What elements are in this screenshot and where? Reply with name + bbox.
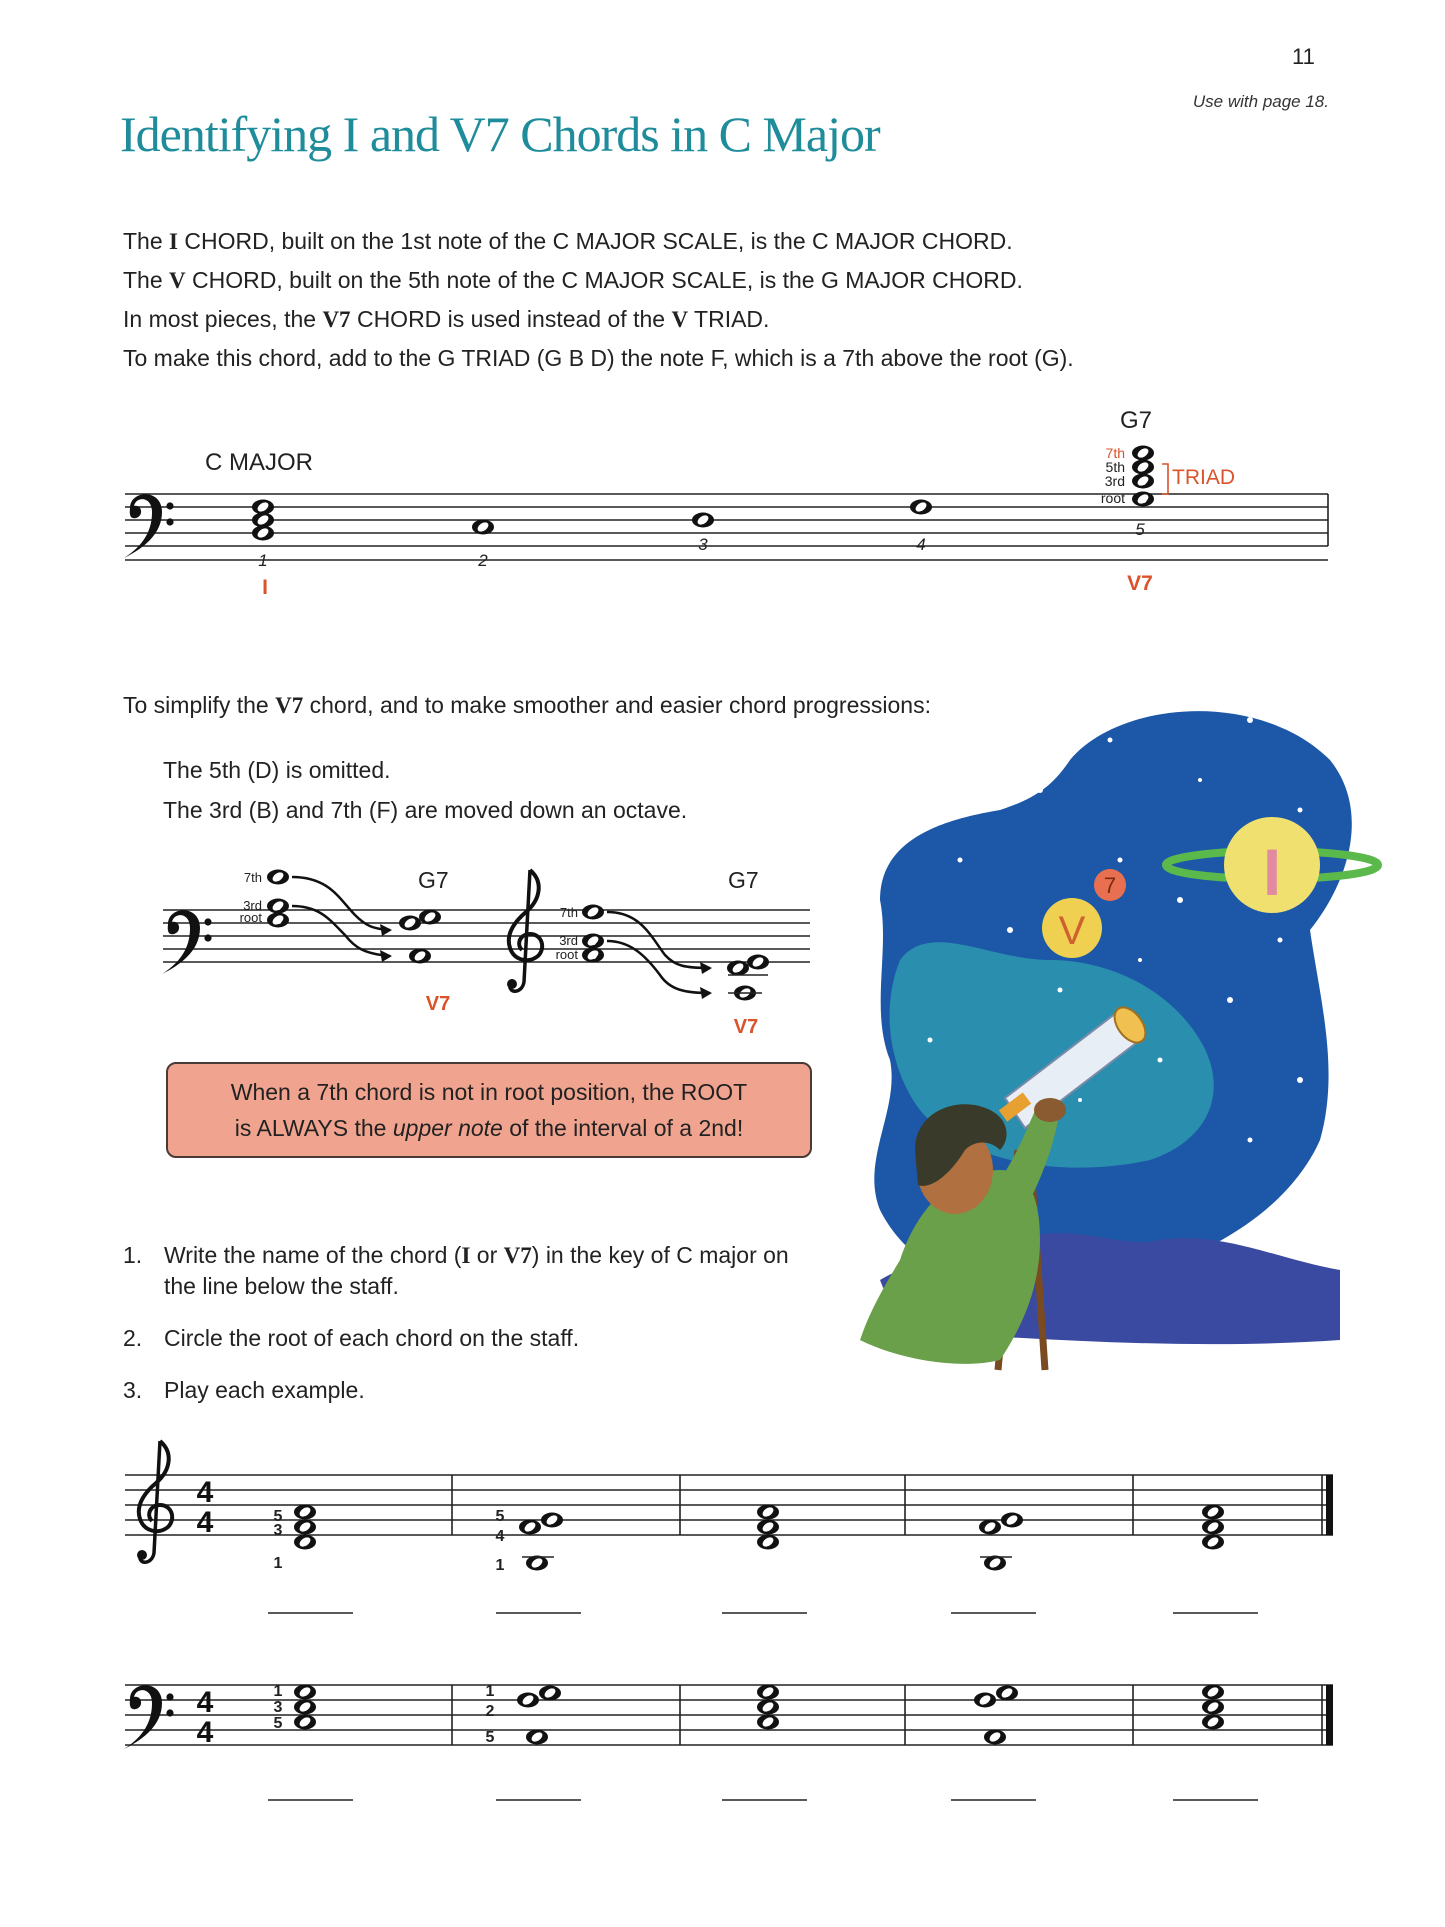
simplify-lead: To simplify the V7 chord, and to make smoother and easier chord progressions: — [123, 692, 931, 718]
bass-clef-icon — [162, 910, 212, 974]
note-head — [294, 1535, 316, 1550]
fingering: 3 — [273, 1522, 283, 1539]
note-head — [541, 1513, 563, 1528]
interval-label: 3rd — [1104, 473, 1125, 489]
note-head — [526, 1730, 548, 1745]
fingering: 5 — [495, 1508, 505, 1525]
fingering: 4 — [495, 1528, 505, 1545]
note-head — [757, 1715, 779, 1730]
interval-label: root — [555, 947, 578, 962]
note-head — [1001, 1513, 1023, 1528]
page-number: 11 — [1292, 44, 1315, 69]
treble-clef-icon — [137, 1441, 172, 1562]
note-head — [539, 1686, 561, 1701]
page-title: Identifying I and V7 Chords in C Major — [120, 106, 880, 162]
note-head — [1202, 1535, 1224, 1550]
g7-label: G7 — [1120, 407, 1153, 434]
astronomer-illustration — [860, 711, 1378, 1370]
callout-line-2: is ALWAYS the upper note of the interval of a 2nd! — [234, 1115, 744, 1141]
note-head — [757, 1505, 779, 1520]
degree-number: 2 — [478, 551, 488, 570]
fingering: 1 — [273, 1683, 283, 1700]
v7-label-right: V7 — [733, 1016, 759, 1038]
note-head — [979, 1520, 1001, 1535]
callout-line-1: When a 7th chord is not in root position, the ROOT — [230, 1079, 748, 1105]
planet-V-label: V — [1058, 909, 1086, 953]
intro-line-3: In most pieces, the V7 CHORD is used instead of the V TRIAD. — [123, 306, 770, 332]
degree-number: 1 — [258, 551, 268, 570]
intro-line-1: The I CHORD, built on the 1st note of the C MAJOR SCALE, is the C MAJOR CHORD. — [123, 228, 1013, 254]
time-signature-bottom: 4 — [196, 1506, 214, 1539]
fingering: 1 — [273, 1555, 283, 1572]
note-head — [757, 1520, 779, 1535]
note-head — [1202, 1520, 1224, 1535]
intro-line-2: The V CHORD, built on the 5th note of the C MAJOR SCALE, is the G MAJOR CHORD. — [123, 267, 1023, 293]
note-head — [419, 910, 441, 925]
triad-label: TRIAD — [1172, 466, 1235, 489]
interval-label: 7th — [559, 905, 578, 920]
g7-label-right: G7 — [728, 867, 759, 893]
chord-I-label: I — [262, 576, 268, 599]
note-head — [910, 500, 932, 515]
note-head — [692, 513, 714, 528]
note-head — [757, 1685, 779, 1700]
note-head — [747, 955, 769, 970]
interval-label: 3rd — [243, 898, 262, 913]
fingering: 1 — [495, 1557, 505, 1574]
interval-label: 5th — [1105, 459, 1125, 475]
bass-clef-icon — [124, 1685, 174, 1749]
v7-label-left: V7 — [425, 993, 451, 1015]
scale-staff — [124, 407, 1328, 599]
note-head — [399, 916, 421, 931]
time-signature-top: 4 — [196, 1476, 214, 1509]
bass-clef-icon — [124, 494, 174, 558]
treble-clef-icon — [507, 870, 542, 991]
interval-label: 3rd — [559, 933, 578, 948]
note-head — [472, 520, 494, 535]
note-head — [294, 1505, 316, 1520]
fingering: 5 — [485, 1729, 495, 1746]
note-head — [294, 1520, 316, 1535]
note-head — [252, 513, 274, 528]
planet-I-label: I — [1262, 835, 1282, 909]
note-head — [757, 1700, 779, 1715]
note-head — [519, 1520, 541, 1535]
note-letter: G — [589, 951, 597, 962]
fingering: 1 — [485, 1683, 495, 1700]
interval-label: root — [1100, 490, 1125, 506]
instruction-item: 1. Write the name of the chord (I or V7) in the key of C major on the line below the staff. — [123, 1242, 789, 1299]
fingering: 2 — [485, 1703, 495, 1720]
note-head — [727, 961, 749, 976]
instruction-item: 3. Play each example. — [123, 1377, 365, 1403]
planet-7-label: 7 — [1103, 873, 1117, 898]
degree-number: 5 — [1135, 520, 1145, 539]
fingering: 5 — [273, 1715, 283, 1732]
note-letter: B — [589, 937, 597, 948]
g7-label-left: G7 — [418, 867, 449, 893]
simplify-item: The 3rd (B) and 7th (F) are moved down an octave. — [163, 797, 688, 823]
triad-bracket — [1162, 464, 1168, 494]
note-letter: F — [274, 873, 282, 884]
note-head — [1202, 1715, 1224, 1730]
degree-number: 3 — [698, 535, 708, 554]
degree-number: 4 — [916, 535, 926, 554]
note-head — [1202, 1700, 1224, 1715]
note-head — [974, 1693, 996, 1708]
use-with-note: Use with page 18. — [1192, 92, 1329, 111]
simplify-staff — [162, 867, 810, 1038]
simplify-item: The 5th (D) is omitted. — [163, 757, 391, 783]
note-head — [294, 1685, 316, 1700]
intro-line-4: To make this chord, add to the G TRIAD (G B D) the note F, which is a 7th above the root (G). — [123, 345, 1074, 371]
note-head — [1202, 1685, 1224, 1700]
note-head — [252, 500, 274, 515]
instructions-list — [123, 1240, 804, 1427]
note-letter: F — [589, 908, 597, 919]
note-letter: G — [1139, 495, 1147, 506]
c-major-label: C MAJOR — [205, 449, 313, 476]
chord-V7-label: V7 — [1127, 572, 1153, 595]
exercise-bass-staff — [124, 1683, 1333, 1800]
fingering: 3 — [273, 1699, 283, 1716]
interval-label: 7th — [243, 870, 262, 885]
interval-label: root — [239, 910, 262, 925]
time-signature-top: 4 — [196, 1686, 214, 1719]
instruction-item: 2. Circle the root of each chord on the staff. — [123, 1325, 580, 1351]
note-head — [294, 1700, 316, 1715]
note-head — [1202, 1505, 1224, 1520]
note-head — [984, 1730, 1006, 1745]
time-signature-bottom: 4 — [196, 1716, 214, 1749]
exercise-treble-staff — [125, 1441, 1333, 1613]
note-head — [294, 1715, 316, 1730]
interval-label: 7th — [1105, 445, 1125, 461]
note-letter: B — [274, 902, 282, 913]
note-letter: B — [1139, 477, 1147, 488]
note-head — [996, 1686, 1018, 1701]
root-position-callout — [166, 1062, 812, 1158]
note-head — [409, 949, 431, 964]
note-head — [517, 1693, 539, 1708]
simplify-list — [163, 750, 687, 830]
note-head — [757, 1535, 779, 1550]
note-letter: D — [1139, 463, 1147, 474]
note-letter: F — [1139, 449, 1147, 460]
note-letter: G — [274, 916, 282, 927]
fingering: 5 — [273, 1508, 283, 1525]
note-head — [252, 526, 274, 541]
